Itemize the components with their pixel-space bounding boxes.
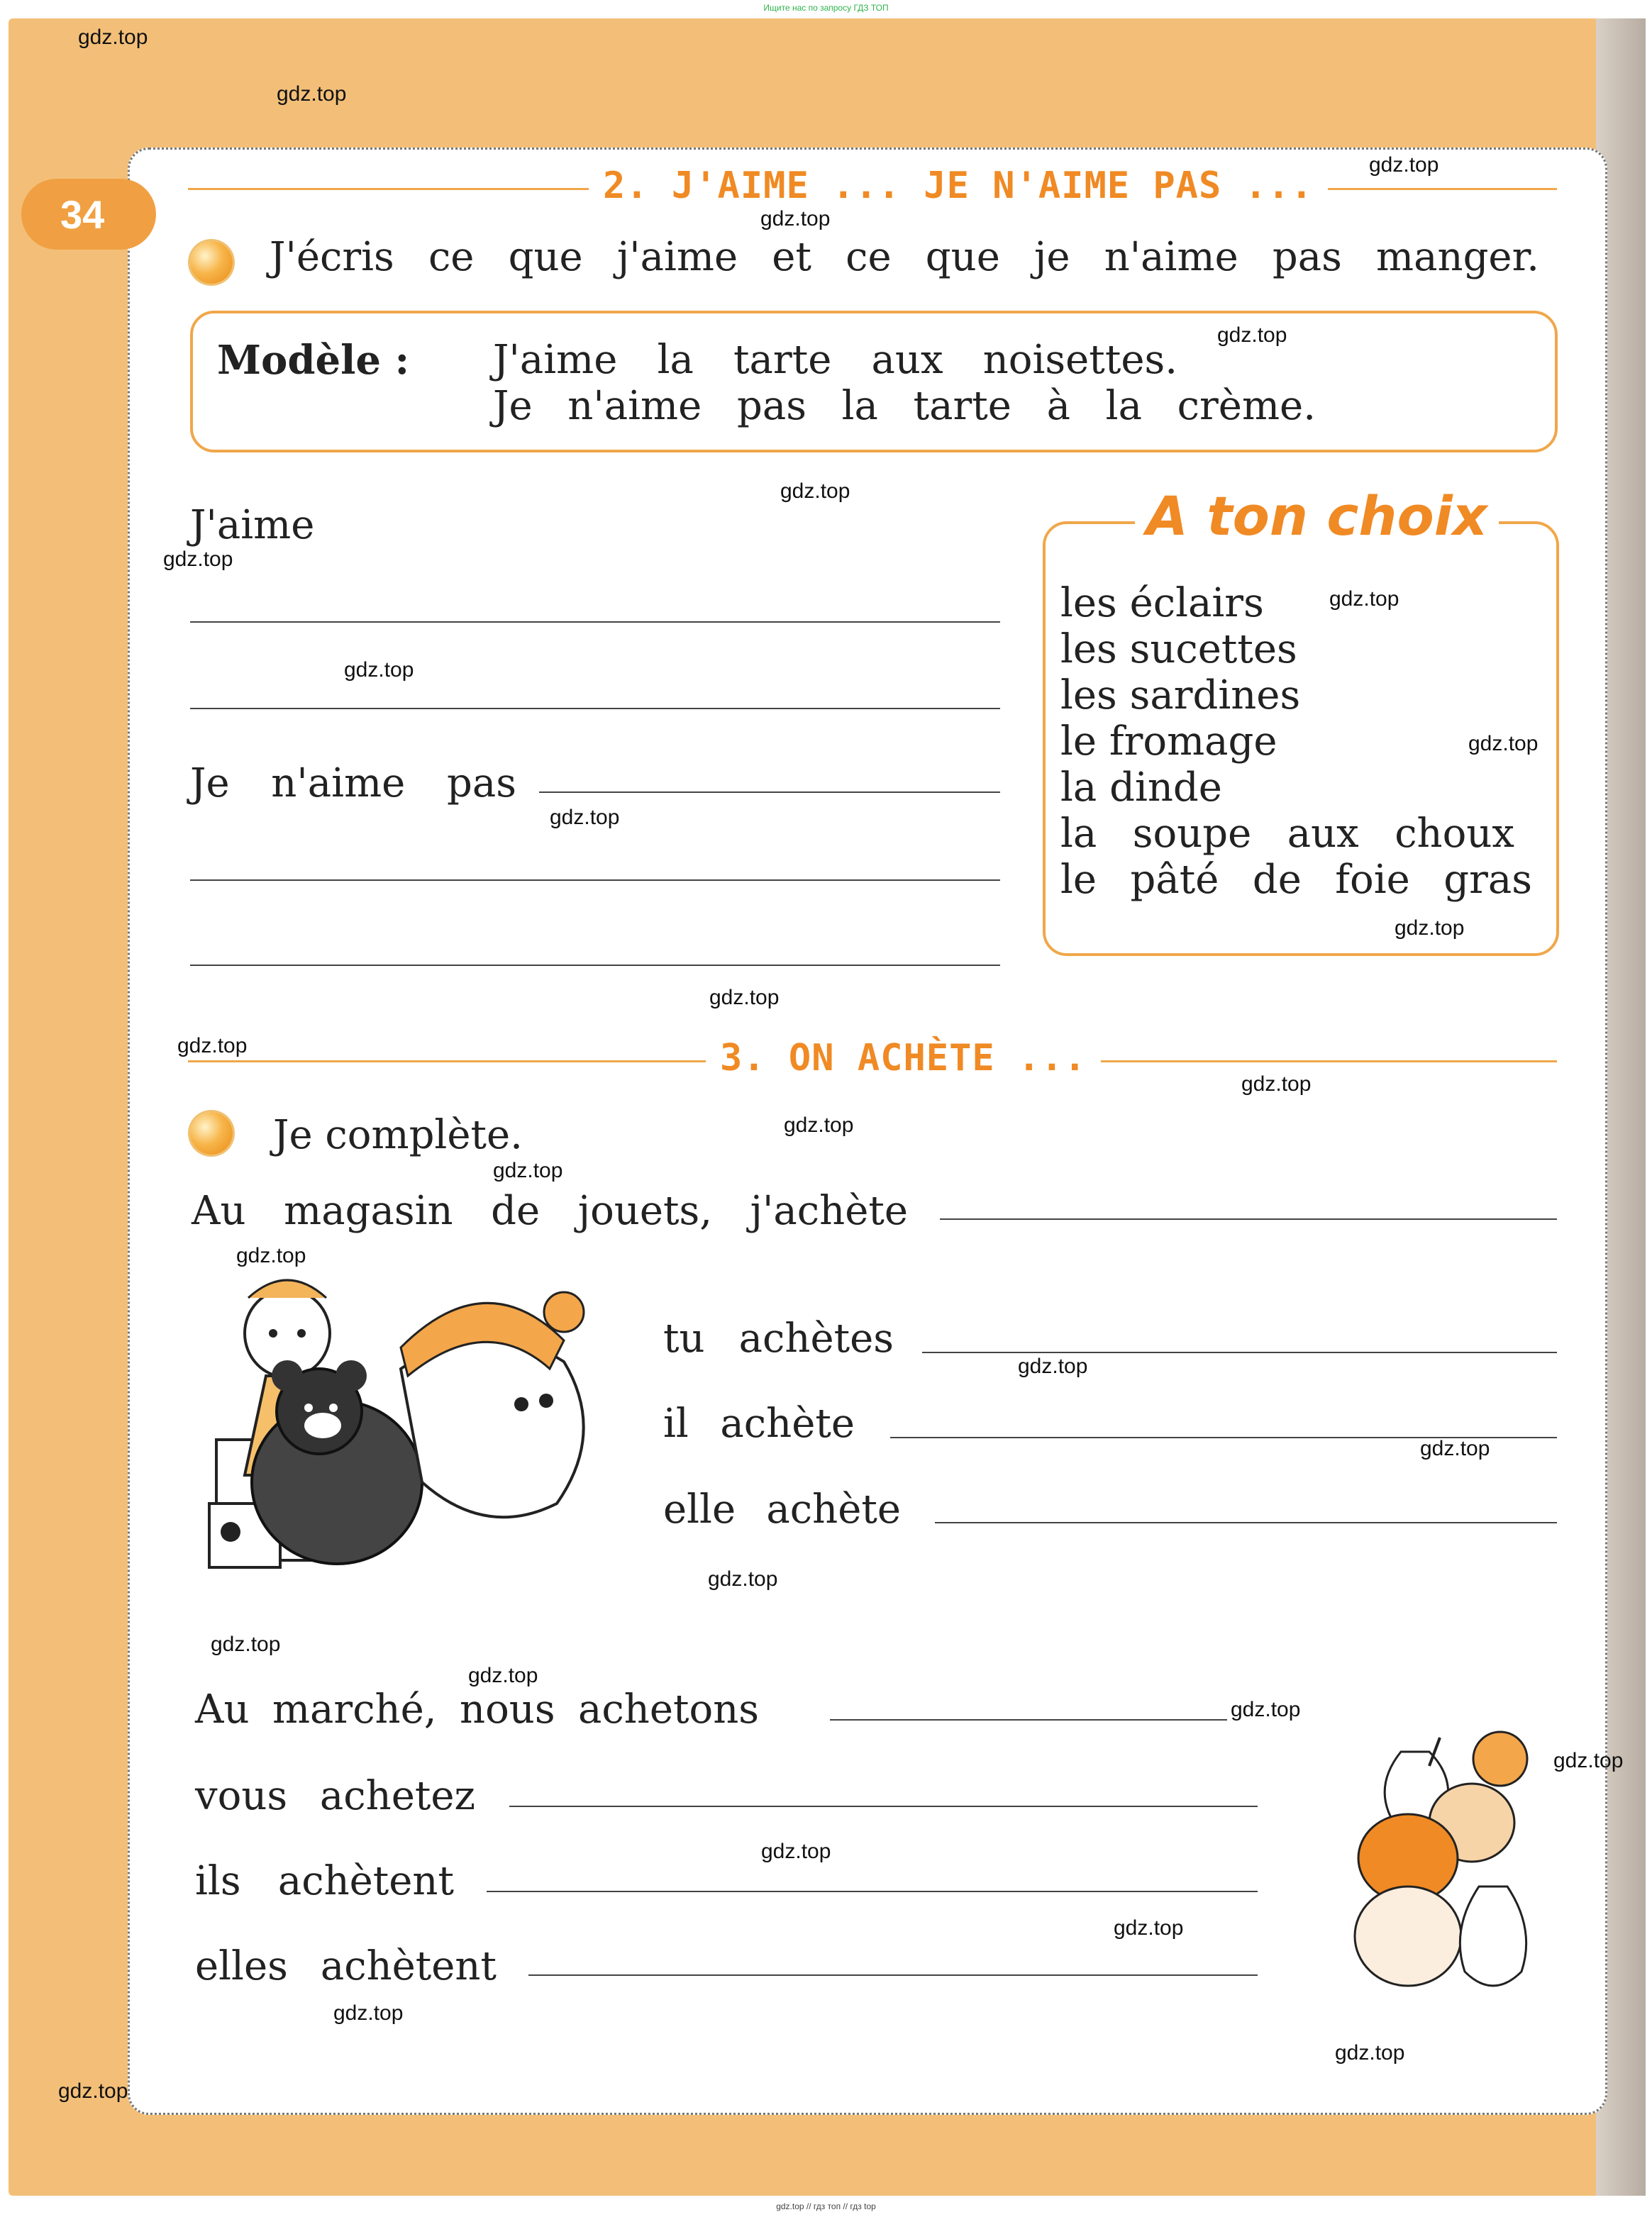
watermark: gdz.top xyxy=(1468,732,1539,755)
toy-line: tu achètes xyxy=(663,1316,894,1362)
market-line: Au marché, nous achetons xyxy=(195,1687,759,1733)
watermark: gdz.top xyxy=(236,1244,306,1267)
watermark: gdz.top xyxy=(344,658,414,682)
choice-item: le fromage xyxy=(1060,718,1277,765)
answer-line[interactable] xyxy=(190,879,1000,881)
watermark: gdz.top xyxy=(1329,587,1399,611)
store-line: Au magasin de jouets, j'achète xyxy=(192,1188,908,1234)
watermark: gdz.top xyxy=(709,986,780,1009)
market-line: vous achetez xyxy=(195,1773,475,1819)
watermark: gdz.top xyxy=(58,2079,128,2103)
model-line-1: J'aime la tarte aux noisettes. xyxy=(493,337,1177,383)
watermark: gdz.top xyxy=(708,1567,778,1591)
choice-item: les éclairs xyxy=(1060,580,1264,626)
watermark: gdz.top xyxy=(550,806,620,829)
orange-ball-bullet-icon xyxy=(190,1112,233,1155)
answer-line[interactable] xyxy=(487,1891,1258,1892)
fruits-illustration xyxy=(1344,1723,1550,2007)
answer-line[interactable] xyxy=(922,1352,1557,1353)
watermark: gdz.top xyxy=(760,207,831,230)
toy-line: elle achète xyxy=(663,1487,901,1533)
answer-line[interactable] xyxy=(190,621,1000,623)
watermark: gdz.top xyxy=(333,2001,404,2025)
watermark: gdz.top xyxy=(1018,1355,1088,1378)
watermark: gdz.top xyxy=(468,1664,538,1687)
section3-title: 3. ON ACHÈTE ... xyxy=(706,1037,1101,1079)
watermark: gdz.top xyxy=(211,1633,281,1656)
section3-instruction: Je complète. xyxy=(273,1112,523,1158)
market-line: elles achètent xyxy=(195,1943,497,1989)
answer-line[interactable] xyxy=(528,1974,1258,1976)
choice-item: les sucettes xyxy=(1060,626,1297,672)
answer-line[interactable] xyxy=(539,791,1000,793)
page-number: 34 xyxy=(21,179,156,250)
answer-line[interactable] xyxy=(190,965,1000,966)
watermark: gdz.top xyxy=(1335,2041,1405,2065)
watermark: gdz.top xyxy=(1217,323,1287,347)
je-naime-pas-label: Je n'aime pas xyxy=(190,760,516,806)
section2-title: 2. J'AIME ... JE N'AIME PAS ... xyxy=(589,165,1328,207)
answer-line[interactable] xyxy=(190,708,1000,709)
watermark: gdz.top xyxy=(1231,1698,1301,1721)
answer-line[interactable] xyxy=(509,1806,1258,1807)
watermark: gdz.top xyxy=(761,1840,831,1863)
toys-illustration xyxy=(188,1269,628,1582)
watermark: gdz.top xyxy=(177,1034,248,1057)
answer-line[interactable] xyxy=(830,1719,1227,1721)
watermark: gdz.top xyxy=(1114,1916,1184,1940)
choice-item: la dinde xyxy=(1060,765,1222,811)
choice-list xyxy=(1060,580,1532,903)
header-note: Ищите нас по запросу ГДЗ ТОП xyxy=(763,3,889,13)
footer-note: gdz.top // гдз топ // гдз top xyxy=(776,2201,876,2211)
model-label: Modèle : xyxy=(217,337,410,384)
model-line-2: Je n'aime pas la tarte à la crème. xyxy=(493,383,1316,429)
watermark: gdz.top xyxy=(1369,153,1439,177)
watermark: gdz.top xyxy=(1241,1072,1312,1096)
choice-item: la soupe aux choux xyxy=(1060,811,1514,857)
watermark: gdz.top xyxy=(277,82,347,106)
choice-item: les sardines xyxy=(1060,672,1301,718)
answer-line[interactable] xyxy=(940,1218,1557,1220)
orange-ball-bullet-icon xyxy=(190,241,233,284)
toy-line: il achète xyxy=(663,1401,855,1447)
watermark: gdz.top xyxy=(1395,916,1465,940)
watermark: gdz.top xyxy=(784,1113,854,1137)
answer-line[interactable] xyxy=(935,1522,1557,1523)
watermark: gdz.top xyxy=(78,26,148,49)
section2-instruction: J'écris ce que j'aime et ce que je n'aime pas manger. xyxy=(270,234,1539,280)
watermark: gdz.top xyxy=(780,479,850,503)
market-line: ils achètent xyxy=(195,1858,454,1904)
watermark: gdz.top xyxy=(493,1159,563,1182)
watermark: gdz.top xyxy=(1420,1437,1490,1460)
choice-item: le pâté de foie gras xyxy=(1060,857,1532,903)
choice-title: A ton choix xyxy=(1135,484,1499,548)
jaime-label: J'aime xyxy=(190,502,315,548)
watermark: gdz.top xyxy=(163,548,233,571)
watermark: gdz.top xyxy=(1553,1749,1624,1772)
